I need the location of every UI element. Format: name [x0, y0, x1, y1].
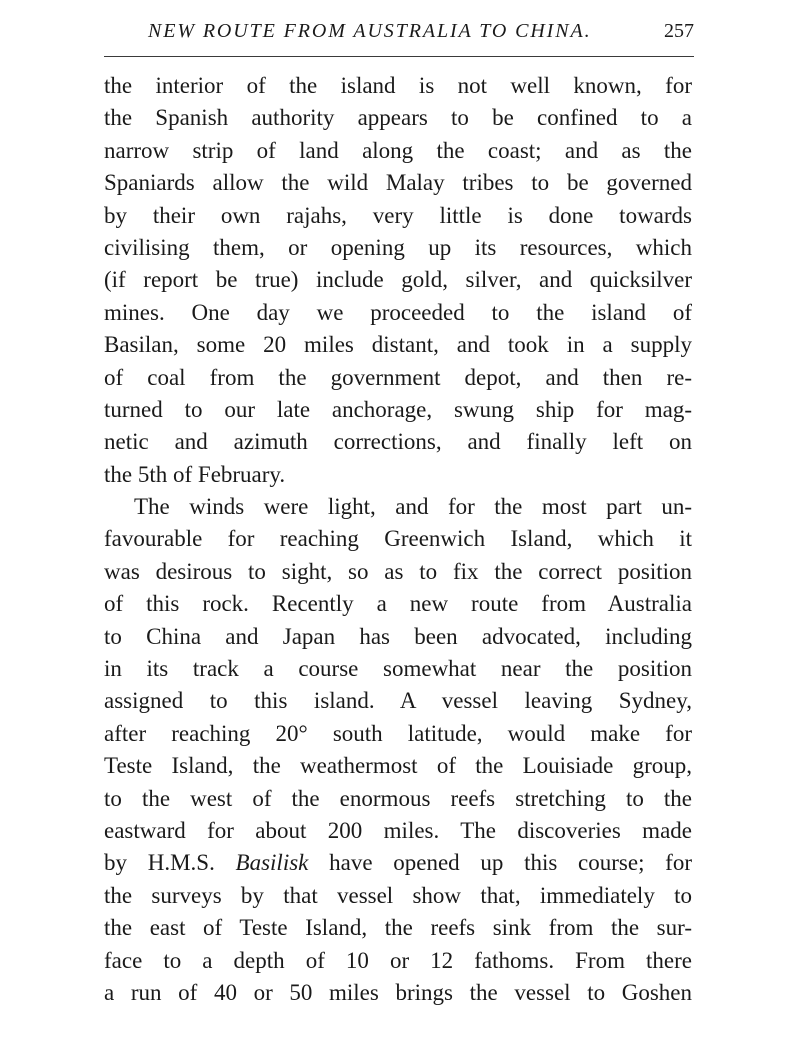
text-line: the Spanish authority appears to be confined to a [104, 105, 692, 131]
text-line: netic and azimuth corrections, and finally left on [104, 429, 692, 455]
text-line: turned to our late anchorage, swung ship for mag- [104, 396, 692, 422]
page-number: 257 [664, 20, 694, 42]
paragraph-1 [104, 70, 692, 491]
running-header [104, 20, 694, 50]
text-line: eastward for about 200 miles. The discoveries made [104, 817, 692, 843]
text-line: the east of Teste Island, the reefs sink from the sur- [104, 915, 692, 941]
text-line: Spaniards allow the wild Malay tribes to be governed [104, 170, 692, 196]
body-text [104, 70, 692, 1009]
text-line: to the west of the enormous reefs stretching to the [104, 785, 692, 811]
header-rule [104, 56, 694, 57]
text-line: the 5th of February. [104, 461, 286, 487]
text-line: Basilan, some 20 miles distant, and took in a supply [104, 332, 692, 358]
text-line: favourable for reaching Greenwich Island, which it [104, 526, 692, 552]
text-line: after reaching 20° south latitude, would make for [104, 720, 692, 746]
text-line-ship [104, 847, 692, 879]
text-line: was desirous to sight, so as to fix the correct position [104, 558, 692, 584]
ship-name: Basilisk [235, 850, 309, 876]
text-line: Teste Island, the weathermost of the Louisiade group, [104, 753, 692, 779]
text-line: of this rock. Recently a new route from Australia [104, 591, 692, 617]
text-line: mines. One day we proceeded to the island of [104, 299, 692, 325]
text-line: assigned to this island. A vessel leaving Sydney, [104, 688, 692, 714]
text-line: civilising them, or opening up its resources, which [104, 234, 692, 260]
running-title: NEW ROUTE FROM AUSTRALIA TO CHINA. [148, 20, 592, 42]
ship-line-before: by H.M.S. [104, 850, 215, 876]
text-line: to China and Japan has been advocated, including [104, 623, 692, 649]
text-line: (if report be true) include gold, silver, and quicksilver [104, 267, 692, 293]
text-line: The winds were light, and for the most part un- [134, 494, 692, 520]
paragraph-2 [104, 491, 692, 1009]
ship-line-after: have opened up this course; for [329, 850, 692, 876]
text-line: in its track a course somewhat near the position [104, 656, 692, 682]
text-line: of coal from the government depot, and then re- [104, 364, 692, 390]
text-line: the surveys by that vessel show that, immediately to [104, 882, 692, 908]
text-line: narrow strip of land along the coast; and as the [104, 137, 692, 163]
text-line: by their own rajahs, very little is done towards [104, 202, 692, 228]
text-line: a run of 40 or 50 miles brings the vessel to Goshen [104, 979, 692, 1005]
text-line: the interior of the island is not well known, for [104, 73, 692, 98]
text-line: face to a depth of 10 or 12 fathoms. From there [104, 947, 692, 973]
